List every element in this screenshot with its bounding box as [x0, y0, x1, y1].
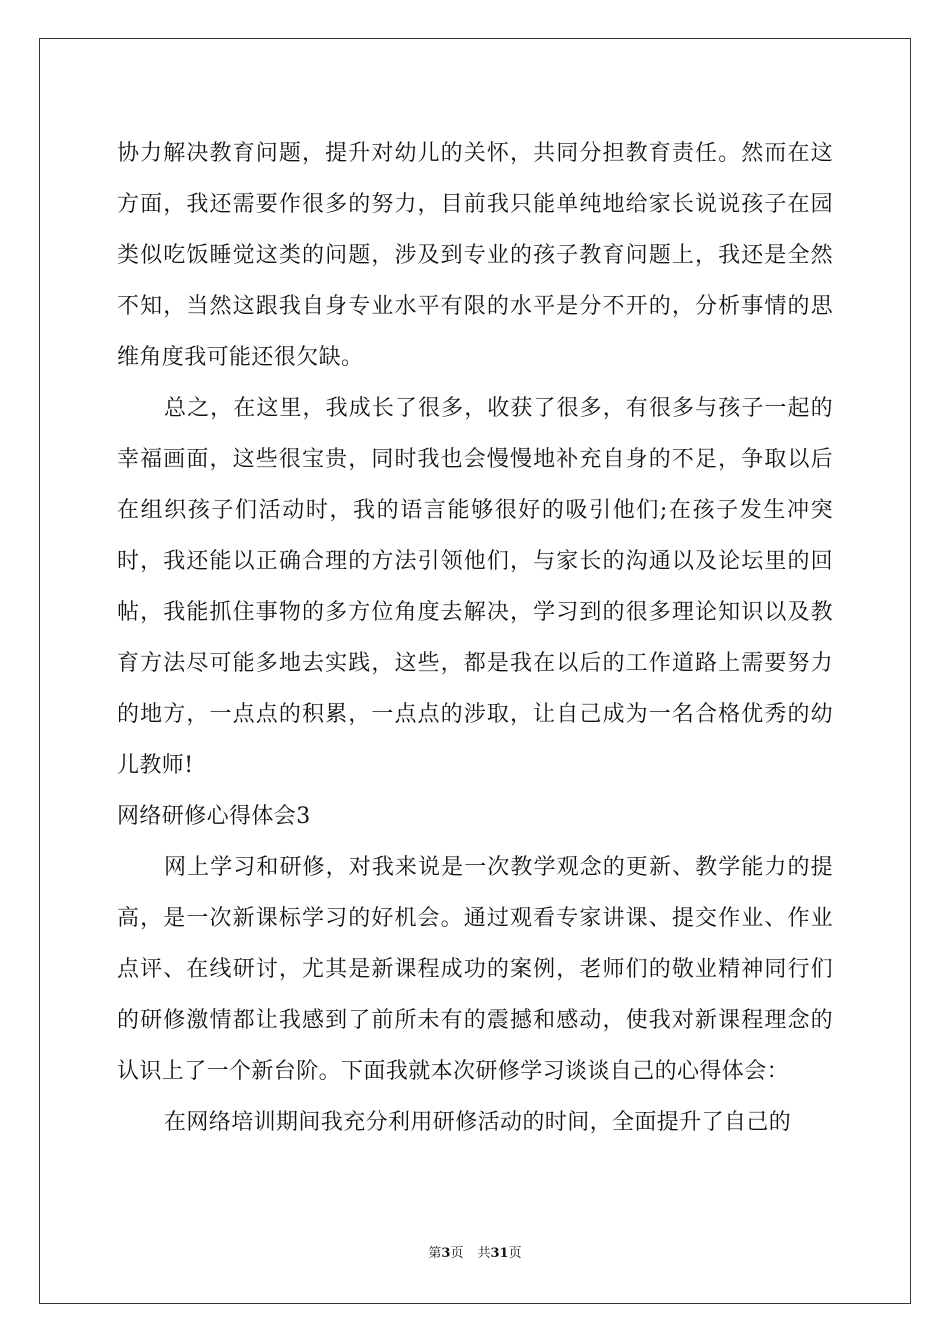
total-suffix: 页 [508, 1246, 522, 1261]
paragraph-summary: 总之，在这里，我成长了很多，收获了很多，有很多与孩子一起的幸福画面，这些很宝贵，同时我也会慢慢地补充自身的不足，争取以后在组织孩子们活动时，我的语言能够很好的吸引他们;在孩子发生冲突时，我还能以正确合理的方法引领他们，与家长的沟通以及论坛里的回帖，我能抓住事物的多方位角度去解决，学习到的很多理论知识以及教育方法尽可能多地去实践，这些，都是我在以后的工作道路上需要努力的地方，一点点的积累，一点点的涉取，让自己成为一名合格优秀的幼儿教师! [117, 396, 833, 778]
page-prefix: 第 [428, 1246, 442, 1261]
page-footer [0, 1246, 950, 1262]
paragraph-training: 在网络培训期间我充分利用研修活动的时间，全面提升了自己的 [164, 1110, 792, 1135]
page-suffix: 页 [450, 1246, 464, 1261]
section-heading: 网络研修心得体会3 [117, 804, 311, 829]
total-prefix: 共 [477, 1246, 491, 1261]
paragraph-intro: 网上学习和研修，对我来说是一次教学观念的更新、教学能力的提高，是一次新课标学习的好机会。通过观看专家讲课、提交作业、作业点评、在线研讨，尤其是新课程成功的案例，老师们的敬业精神同行们的研修激情都让我感到了前所未有的震撼和感动，使我对新课程理念的认识上了一个新台阶。下面我就本次研修学习谈谈自己的心得体会： [117, 855, 833, 1084]
paragraph-continuation: 协力解决教育问题，提升对幼儿的关怀，共同分担教育责任。然而在这方面，我还需要作很多的努力，目前我只能单纯地给家长说说孩子在园类似吃饭睡觉这类的问题，涉及到专业的孩子教育问题上，我还是全然不知，当然这跟我自身专业水平有限的水平是分不开的，分析事情的思维角度我可能还很欠缺。 [117, 141, 833, 370]
total-pages: 31 [490, 1246, 509, 1261]
page-number: 3 [441, 1246, 451, 1261]
document-body [117, 128, 833, 1148]
